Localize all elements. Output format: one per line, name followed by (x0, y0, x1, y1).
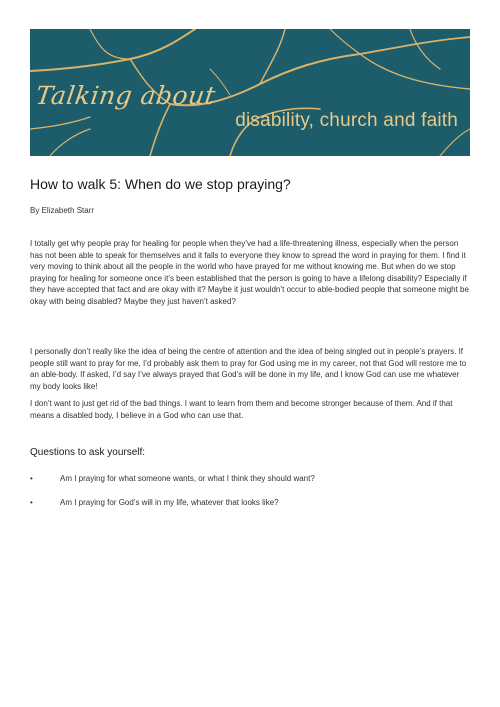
question-text: Am I praying for God’s will in my life, whatever that looks like? (60, 498, 279, 507)
question-item (30, 498, 279, 507)
article-title: How to walk 5: When do we stop praying? (30, 176, 291, 192)
header-banner (30, 29, 470, 156)
bullet-icon: • (30, 498, 33, 507)
question-text: Am I praying for what someone wants, or what I think they should want? (60, 474, 315, 483)
bullet-icon: • (30, 474, 33, 483)
paragraph-1: I totally get why people pray for healing for people when they’ve had a life-threatening illness, especially when the person has not been able to speak for themselves and it falls to everyone they know to spread the word in praying for them. I find it very moving to think about all the people in the world who have prayed for me without knowing me. But when do we stop praying for healing for someone once it’s been established that the person is going to have a lifelong disability? Especially if they have accepted that fact and are okay with it? Maybe it just wouldn’t occur to able-bodied people that someone might be okay with being disabled? Maybe they just haven’t asked? (30, 239, 469, 306)
banner-subtitle: disability, church and faith (235, 110, 458, 131)
question-item (30, 474, 315, 483)
banner-script-title: Talking about (33, 81, 218, 110)
paragraph-2: I personally don’t really like the idea of being the centre of attention and the idea of being singled out in people’s prayers. If people still want to pray for me, I’d probably ask them to pray for God using me in my career, not that God will restore me to an able-body. If asked, I’d say I’ve always prayed that God’s will be done in my life, and I know God can use me whatever my body looks like! (30, 347, 467, 391)
paragraph-3: I don’t want to just get rid of the bad things. I want to learn from them and become stronger because of them. And if that means a disabled body, I believe in a God who can use that. (30, 399, 453, 420)
questions-heading: Questions to ask yourself: (30, 447, 146, 458)
article-byline: By Elizabeth Starr (30, 206, 95, 215)
